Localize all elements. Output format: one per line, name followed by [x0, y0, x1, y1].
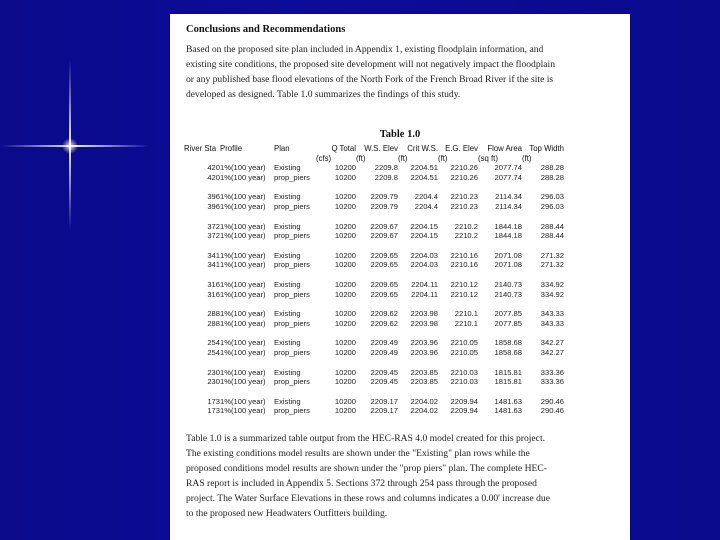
table-cell: prop_piers: [274, 377, 310, 387]
table-cell: 316: [207, 279, 220, 289]
table-cell: 420: [207, 163, 220, 173]
table-cell: 372: [207, 231, 220, 241]
table-cell: 1844.18: [494, 221, 522, 231]
table-cell: 341: [207, 260, 220, 270]
table-cell: 2209.45: [370, 367, 398, 377]
table-cell: 334.92: [540, 279, 564, 289]
table-cell: 288.28: [540, 172, 564, 182]
table-cell: 2209.65: [370, 250, 398, 260]
unit-cell: [184, 154, 220, 164]
table-spacer-row: [184, 270, 564, 280]
closing-line: to the proposed new Headwaters Outfitters building.: [186, 508, 388, 519]
table-row: [184, 163, 564, 173]
table-cell: 10200: [334, 279, 356, 289]
table-cell: 316: [207, 289, 220, 299]
table-cell: 10200: [334, 309, 356, 319]
table-cell: 2210.16: [450, 260, 478, 270]
table-cell: 10200: [334, 221, 356, 231]
table-cell: 2210.23: [450, 201, 478, 211]
table-cell: 2204.03: [410, 250, 438, 260]
unit-cell: (ft): [398, 153, 408, 163]
table-cell: 1815.81: [494, 377, 522, 387]
table-cell: 333.36: [540, 367, 564, 377]
table-cell: 2210.26: [450, 172, 478, 182]
table-cell: 2077.74: [494, 172, 522, 182]
spacer-cell: [184, 212, 564, 222]
results-table: [184, 144, 564, 416]
table-cell: 2209.45: [370, 377, 398, 387]
header-cell: Top Width: [529, 144, 564, 153]
table-cell: Existing: [274, 309, 301, 319]
table-row: [184, 348, 564, 358]
table-cell: 2209.17: [370, 396, 398, 406]
table-spacer-row: [184, 241, 564, 251]
table-cell: 1858.68: [494, 338, 522, 348]
table-cell: Existing: [274, 250, 301, 260]
table-cell: 2210.2: [454, 231, 478, 241]
table-cell: 1481.63: [494, 396, 522, 406]
table-cell: 2203.85: [410, 377, 438, 387]
table-cell: 2210.12: [450, 289, 478, 299]
unit-cell: (sq ft): [478, 153, 498, 163]
table-cell: 1815.81: [494, 367, 522, 377]
closing-line: RAS report is included in Appendix 5. Sections 372 through 254 pass through the proposed: [186, 478, 537, 489]
header-cell: Crit W.S.: [407, 144, 438, 153]
table-cell: prop_piers: [274, 289, 310, 299]
table-row: [184, 338, 564, 348]
table-cell: 173: [207, 396, 220, 406]
table-units-row: [184, 154, 564, 164]
header-cell: W.S. Elev: [364, 144, 398, 153]
table-cell: 10200: [334, 260, 356, 270]
table-cell: Existing: [274, 396, 301, 406]
table-cell: 2209.17: [370, 406, 398, 416]
table-cell: 271.32: [540, 260, 564, 270]
table-cell: 2204.11: [411, 289, 438, 299]
table-header-row: [184, 144, 564, 154]
header-cell: Plan: [274, 144, 290, 153]
table-cell: 2071.08: [494, 250, 522, 260]
table-cell: 2210.05: [450, 347, 478, 357]
table-spacer-row: [184, 182, 564, 192]
table-cell: 288: [207, 318, 220, 328]
table-cell: 10200: [334, 406, 356, 416]
table-cell: 1858.68: [494, 347, 522, 357]
table-cell: 2204.4: [414, 192, 438, 202]
table-cell: 2114.34: [495, 192, 522, 202]
table-cell: 396: [207, 201, 220, 211]
table-cell: 2209.65: [370, 279, 398, 289]
spacer-cell: [184, 182, 564, 192]
table-cell: 1%(100 year): [220, 250, 266, 260]
table-cell: 2140.73: [494, 279, 522, 289]
table-cell: 2209.79: [370, 201, 398, 211]
table-cell: 10200: [334, 231, 356, 241]
spacer-cell: [184, 299, 564, 309]
table-cell: 1%(100 year): [220, 172, 266, 182]
intro-line: Based on the proposed site plan included in Appendix 1, existing floodplain information, and: [186, 44, 544, 55]
document-heading: Conclusions and Recommendations: [186, 24, 346, 35]
table-cell: 1%(100 year): [220, 377, 266, 387]
table-cell: Existing: [274, 338, 301, 348]
header-cell: Profile: [220, 144, 243, 153]
table-cell: 2140.73: [494, 289, 522, 299]
table-cell: 1%(100 year): [220, 279, 266, 289]
table-cell: 341: [207, 250, 220, 260]
table-cell: 2210.16: [450, 250, 478, 260]
table-cell: 1%(100 year): [220, 318, 266, 328]
table-cell: 288.44: [540, 231, 564, 241]
table-cell: 10200: [334, 338, 356, 348]
closing-line: Table 1.0 is a summarized table output from the HEC-RAS 4.0 model created for this project.: [186, 433, 546, 444]
table-cell: 2209.67: [370, 221, 398, 231]
table-cell: prop_piers: [274, 231, 310, 241]
table-spacer-row: [184, 358, 564, 368]
table-cell: 2203.98: [410, 309, 438, 319]
table-row: [184, 309, 564, 319]
table-cell: 2210.12: [450, 279, 478, 289]
table-cell: prop_piers: [274, 347, 310, 357]
spacer-cell: [184, 328, 564, 338]
table-row: [184, 368, 564, 378]
table-spacer-row: [184, 387, 564, 397]
header-cell: E.G. Elev: [445, 144, 478, 153]
table-cell: prop_piers: [274, 172, 310, 182]
table-cell: 10200: [334, 192, 356, 202]
table-cell: 2209.8: [374, 163, 398, 173]
spacer-cell: [184, 270, 564, 280]
spacer-cell: [184, 387, 564, 397]
table-cell: 2077.74: [494, 163, 522, 173]
table-cell: prop_piers: [274, 201, 310, 211]
table-row: [184, 173, 564, 183]
table-cell: Existing: [274, 192, 301, 202]
table-row: [184, 251, 564, 261]
header-cell: Flow Area: [487, 144, 522, 153]
table-cell: 2203.96: [410, 347, 438, 357]
spacer-cell: [184, 241, 564, 251]
table-row: [184, 231, 564, 241]
table-cell: 288: [207, 309, 220, 319]
table-spacer-row: [184, 212, 564, 222]
table-row: [184, 202, 564, 212]
intro-line: existing site conditions, the proposed site development will not negatively impact the floodplain: [186, 59, 556, 70]
table-cell: 296.03: [540, 192, 564, 202]
table-row: [184, 397, 564, 407]
table-cell: 230: [207, 367, 220, 377]
table-row: [184, 192, 564, 202]
table-cell: 271.32: [540, 250, 564, 260]
table-cell: 333.36: [540, 377, 564, 387]
table-cell: Existing: [274, 163, 301, 173]
table-cell: 173: [207, 406, 220, 416]
table-cell: 288.28: [540, 163, 564, 173]
unit-cell: (cfs): [316, 153, 332, 163]
table-cell: 10200: [334, 250, 356, 260]
table-cell: 2210.1: [454, 318, 478, 328]
table-cell: 1%(100 year): [220, 221, 266, 231]
table-cell: 2209.62: [370, 318, 398, 328]
table-cell: 2077.85: [494, 318, 522, 328]
table-cell: 2209.49: [370, 338, 398, 348]
unit-cell: (ft): [438, 153, 448, 163]
closing-line: proposed conditions model results are shown under the "prop piers" plan. The complete HEC-: [186, 463, 547, 474]
table-cell: 2204.15: [410, 231, 438, 241]
table-cell: 342.27: [540, 347, 564, 357]
intro-paragraph: [186, 42, 606, 102]
document-page: [170, 14, 630, 540]
table-cell: 372: [207, 221, 220, 231]
table-cell: 2209.62: [370, 309, 398, 319]
table-cell: 2204.11: [411, 279, 438, 289]
table-cell: prop_piers: [274, 406, 310, 416]
spacer-cell: [184, 358, 564, 368]
table-cell: 296.03: [540, 201, 564, 211]
intro-line: or any published base flood elevations of the North Fork of the French Broad River if the site is: [186, 74, 554, 85]
table-cell: 396: [207, 192, 220, 202]
table-row: [184, 280, 564, 290]
unit-cell: [220, 154, 274, 164]
table-cell: 342.27: [540, 338, 564, 348]
table-cell: 10200: [334, 318, 356, 328]
closing-line: The existing conditions model results are shown under the "Existing" plan rows while the: [186, 448, 530, 459]
table-cell: 2204.51: [410, 172, 438, 182]
table-cell: 2209.67: [370, 231, 398, 241]
table-cell: 2209.94: [450, 396, 478, 406]
table-cell: 2209.65: [370, 289, 398, 299]
table-cell: 2204.02: [410, 396, 438, 406]
table-cell: Existing: [274, 279, 301, 289]
table-cell: 2204.15: [410, 221, 438, 231]
table-cell: 2210.26: [450, 163, 478, 173]
unit-cell: (ft): [356, 153, 366, 163]
table-cell: 2210.03: [450, 377, 478, 387]
table-cell: 1%(100 year): [220, 289, 266, 299]
table-row: [184, 260, 564, 270]
table-cell: 2204.51: [410, 163, 438, 173]
sparkle-decoration: [0, 0, 160, 300]
table-cell: 1%(100 year): [220, 347, 266, 357]
table-cell: 10200: [334, 347, 356, 357]
table-spacer-row: [184, 328, 564, 338]
unit-cell: [274, 154, 316, 164]
table-row: [184, 319, 564, 329]
table-cell: 2203.85: [410, 367, 438, 377]
table-cell: 2210.23: [450, 192, 478, 202]
table-cell: 10200: [334, 201, 356, 211]
table-cell: 254: [207, 347, 220, 357]
unit-cell: (ft): [522, 153, 532, 163]
table-cell: 10200: [334, 289, 356, 299]
table-cell: 290.46: [540, 396, 564, 406]
table-cell: 2209.65: [370, 260, 398, 270]
table-cell: 1%(100 year): [220, 367, 266, 377]
table-cell: 420: [207, 172, 220, 182]
table-row: [184, 377, 564, 387]
table-cell: prop_piers: [274, 260, 310, 270]
table-cell: 254: [207, 338, 220, 348]
table-row: [184, 406, 564, 416]
table-cell: 2077.85: [494, 309, 522, 319]
closing-paragraph: [186, 431, 606, 521]
table-cell: 2210.2: [454, 221, 478, 231]
table-cell: 2209.79: [370, 192, 398, 202]
table-cell: 10200: [334, 396, 356, 406]
table-cell: 2204.02: [410, 406, 438, 416]
table-row: [184, 290, 564, 300]
table-cell: 1%(100 year): [220, 260, 266, 270]
closing-line: project. The Water Surface Elevations in these rows and columns indicates a 0.00' increase due: [186, 493, 550, 504]
table-cell: 343.33: [540, 309, 564, 319]
table-cell: 1%(100 year): [220, 338, 266, 348]
table-cell: prop_piers: [274, 318, 310, 328]
table-cell: 1%(100 year): [220, 201, 266, 211]
table-cell: 2203.96: [410, 338, 438, 348]
table-cell: 2071.08: [494, 260, 522, 270]
table-cell: 288.44: [540, 221, 564, 231]
table-cell: 2204.03: [410, 260, 438, 270]
table-cell: 2210.1: [454, 309, 478, 319]
table-cell: 343.33: [540, 318, 564, 328]
table-cell: 1%(100 year): [220, 192, 266, 202]
table-cell: 2203.98: [410, 318, 438, 328]
table-cell: 2209.94: [450, 406, 478, 416]
intro-line: developed as designed. Table 1.0 summarizes the findings of this study.: [186, 89, 461, 100]
table-cell: 1481.63: [494, 406, 522, 416]
header-cell: Q Total: [331, 144, 356, 153]
table-cell: 290.46: [540, 406, 564, 416]
table-cell: 2209.49: [370, 347, 398, 357]
table-cell: 10200: [334, 172, 356, 182]
table-cell: 334.92: [540, 289, 564, 299]
table-title: Table 1.0: [379, 129, 421, 140]
table-spacer-row: [184, 299, 564, 309]
table-cell: 1%(100 year): [220, 163, 266, 173]
table-cell: 2204.4: [414, 201, 438, 211]
table-cell: 2210.05: [450, 338, 478, 348]
table-cell: Existing: [274, 367, 301, 377]
table-cell: 1%(100 year): [220, 231, 266, 241]
table-row: [184, 222, 564, 232]
table-body: [184, 163, 564, 416]
table-cell: 1%(100 year): [220, 309, 266, 319]
table-cell: Existing: [274, 221, 301, 231]
table-cell: 1844.18: [494, 231, 522, 241]
table-cell: 230: [207, 377, 220, 387]
table-cell: 2209.8: [374, 172, 398, 182]
table-cell: 10200: [334, 367, 356, 377]
table-cell: 10200: [334, 377, 356, 387]
table-cell: 2210.03: [450, 367, 478, 377]
table-cell: 1%(100 year): [220, 406, 266, 416]
table-cell: 10200: [334, 163, 356, 173]
table-cell: 2114.34: [495, 201, 522, 211]
header-cell: River Sta: [184, 144, 217, 153]
table-cell: 1%(100 year): [220, 396, 266, 406]
